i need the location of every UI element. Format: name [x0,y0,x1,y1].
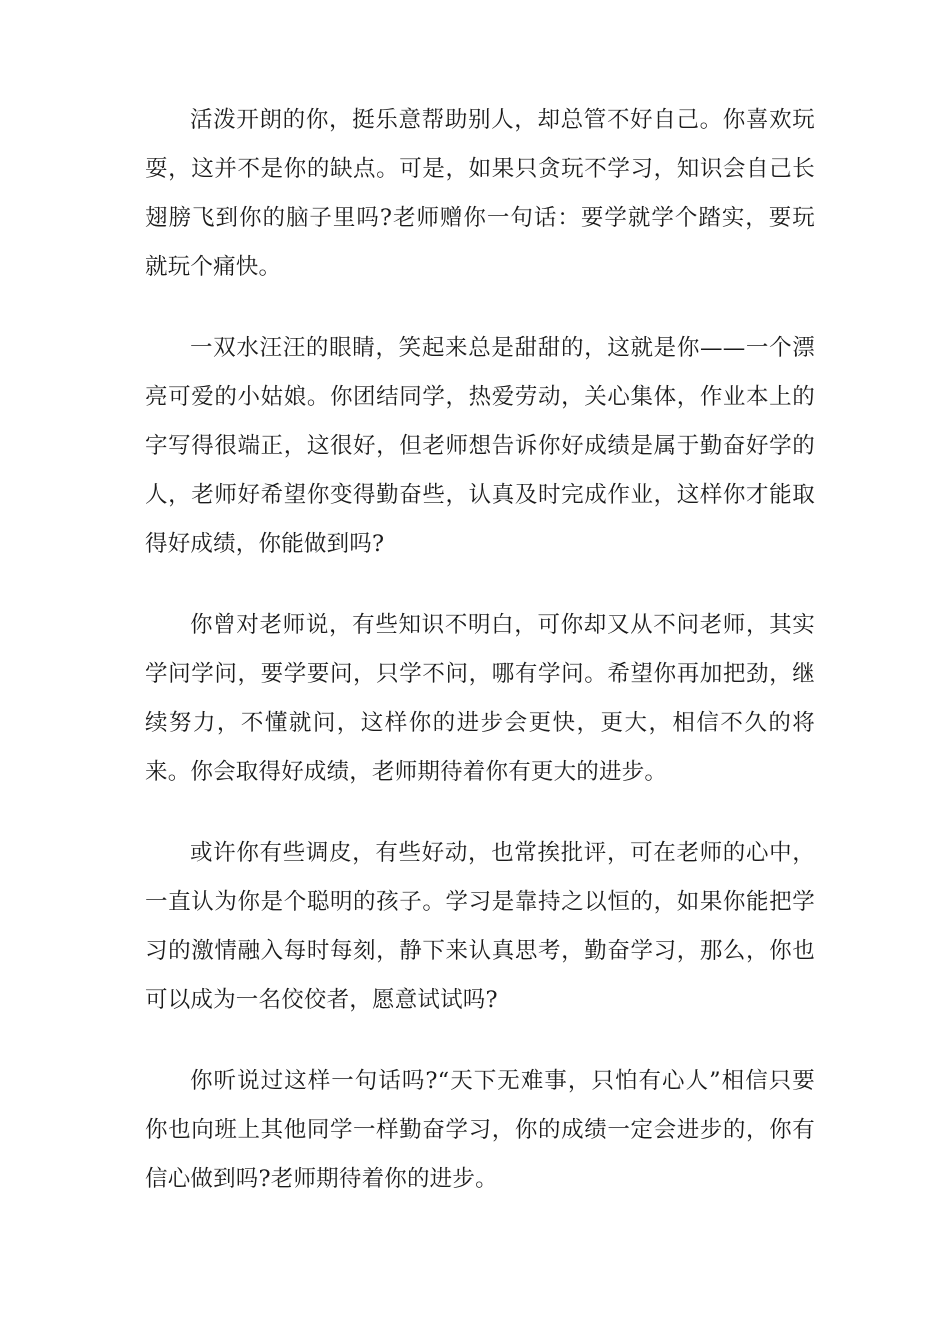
paragraph-4: 或许你有些调皮，有些好动，也常挨批评，可在老师的心中，一直认为你是个聪明的孩子。学习是靠持之以恒的，如果你能把学习的激情融入每时每刻，静下来认真思考，勤奋学习，那么，你也可以成为一名佼佼者，愿意试试吗? [145,840,815,1013]
paragraph-1: 活泼开朗的你，挺乐意帮助别人，却总管不好自己。你喜欢玩耍，这并不是你的缺点。可是，如果只贪玩不学习，知识会自己长翅膀飞到你的脑子里吗?老师赠你一句话：要学就学个踏实，要玩就玩个痛快。 [145,107,815,280]
paragraph-2: 一双水汪汪的眼睛，笑起来总是甜甜的，这就是你——一个漂亮可爱的小姑娘。你团结同学，热爱劳动，关心集体，作业本上的字写得很端正，这很好，但老师想告诉你好成绩是属于勤奋好学的人，老师好希望你变得勤奋些，认真及时完成作业，这样你才能取得好成绩，你能做到吗? [145,335,815,557]
paragraph-5: 你听说过这样一句话吗?“天下无难事，只怕有心人”相信只要你也向班上其他同学一样勤奋学习，你的成绩一定会进步的，你有信心做到吗?老师期待着你的进步。 [145,1068,815,1192]
document-body [145,96,815,1236]
paragraph-3: 你曾对老师说，有些知识不明白，可你却又从不问老师，其实学问学问，要学要问，只学不问，哪有学问。希望你再加把劲，继续努力，不懂就问，这样你的进步会更快，更大，相信不久的将来。你会取得好成绩，老师期待着你有更大的进步。 [145,612,815,785]
